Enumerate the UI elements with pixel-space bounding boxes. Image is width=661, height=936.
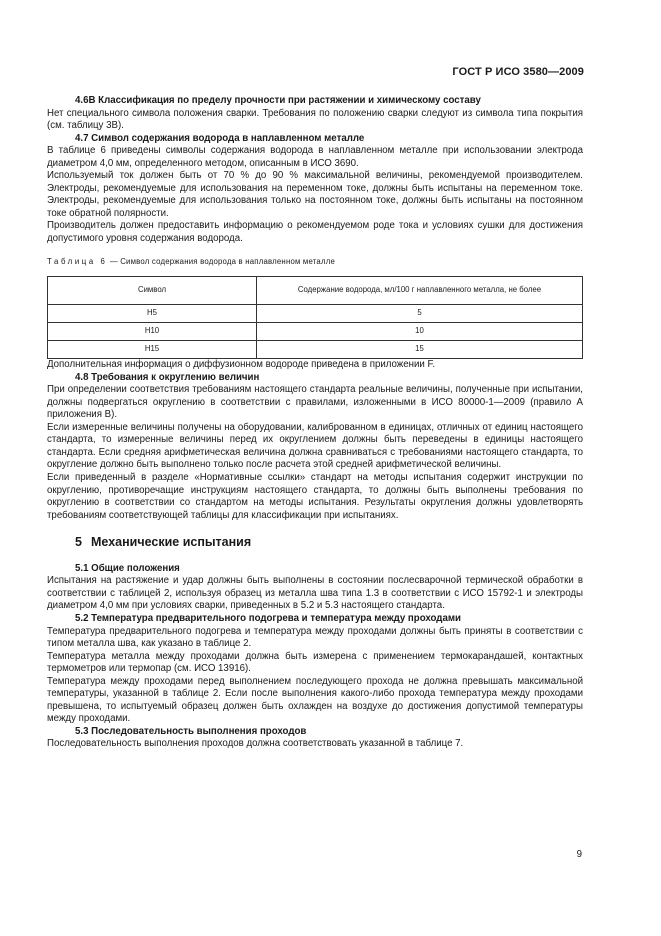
table-row [48,305,583,323]
table-header-row [48,277,583,305]
table-cell: H10 [48,323,257,341]
heading-5-2: 5.2 Температура предварительного подогрева и температура между проходами [75,612,461,624]
section-5-text: Механические испытания [91,535,252,550]
section-5-title [75,536,583,549]
page-content [47,95,583,751]
paragraph-4-8-1: При определении соответствия требованиям настоящего стандарта реальные величины, полученные при испытании, должны подвергаться округлению в соответствии с правилами, изложенными в ИСО 80000-1—2009 (правило А приложения В). [47,384,583,421]
paragraph-4-7-2: Используемый ток должен быть от 70 % до 90 % максимальной величины, рекомендуемой производителем. Электроды, рекомендуемые для использования на переменном токе, должны быть испытаны на переменном токе. Электроды, рекомендуемые для использования только на постоянном токе, должны быть испытаны на постоянном токе обратной полярности. [47,170,583,219]
table-row [48,323,583,341]
table-header-content: Содержание водорода, мл/100 г наплавленного металла, не более [257,277,583,305]
paragraph-text: Нет специального символа положения сварки. Требования по положению сварки следуют из символа типа покрытия (см. таблицу 3В). [47,107,583,132]
paragraph-4-7-3: Производитель должен предоставить информацию о рекомендуемом роде тока и условиях сушки для достижения допустимого уровня содержания водорода. [47,220,583,245]
hydrogen-table [47,276,583,359]
heading-5-1: 5.1 Общие положения [75,562,180,574]
table-cell: 10 [257,323,583,341]
paragraph-5-2-1: Температура предварительного подогрева и температура между проходами должны быть приняты в соответствии с типом металла шва, как указано в таблице 2. [47,625,583,650]
heading-4-7: 4.7 Символ содержания водорода в наплавленном металле [75,132,365,144]
paragraph-4-8-3: Если приведенный в разделе «Нормативные ссылки» стандарт на методы испытания содержит инструкции по округлению, противоречащие инструкциям настоящего стандарта, то должны быть выполнены требования по округлению в соответствии со стандартом на методы испытания. Результаты округления должны удовлетворять требованиям соответствующей таблицы для классификации при испытаниях. [47,472,583,521]
standard-header: ГОСТ Р ИСО 3580—2009 [452,66,584,78]
heading-5-3: 5.3 Последовательность выполнения проходов [75,725,307,737]
paragraph-5-2-3: Температура между проходами перед выполнением последующего прохода не должна превышать максимальной температуры, указанной в таблице 2. Если после выполнения какого-либо прохода температура между проходами превышена, то испытуемый образец должен быть охлажден на воздухе до достижения допустимой температуры между проходами. [47,675,583,725]
paragraph-diffusible-hydrogen: Дополнительная информация о диффузионном водороде приведена в приложении F. [47,359,436,371]
table-caption-text: — Символ содержания водорода в наплавленном металле [107,256,336,266]
table-header-symbol: Символ [48,277,257,305]
heading-4-6b: 4.6В Классификация по пределу прочности при растяжении и химическому составу [75,95,481,106]
paragraph-5-2-2: Температура металла между проходами должна быть измерена с применением термокарандашей, контактных термометров или термопар (см. ИСО 13916). [47,650,583,675]
table-caption-label: Таблица 6 [47,256,108,266]
table-caption [47,256,583,269]
table-cell: H5 [48,305,257,323]
table-cell: H15 [48,341,257,359]
paragraph-5-3-1: Последовательность выполнения проходов должна соответствовать указанной в таблице 7. [47,738,464,750]
paragraph-5-1-1: Испытания на растяжение и удар должны быть выполнены в состоянии послесварочной термической обработки в соответствии с таблицей 2, используя образец из металла шва типа 1.3 в соответствии с ИСО 15792-1 и электроды диаметром 4,0 мм при условиях сварки, приведенных в 5.2 и 5.3 настоящего стандарта. [47,575,583,612]
paragraph-4-8-2: Если измеренные величины получены на оборудовании, калиброванном в единицах, отличных от единиц настоящего стандарта, то измеренные величины перед их округлением должны быть переведены в единицы настоящего стандарта. Если средняя арифметическая величина должна сравниваться с требованиями настоящего стандарта, то округление должно быть выполнено только после расчета этой средней арифметической величины. [47,421,583,471]
page-number: 9 [576,849,582,860]
table-cell: 5 [257,305,583,323]
table-row [48,341,583,359]
section-5-number: 5 [75,535,82,550]
paragraph-4-6b-1 [47,108,583,133]
table-cell: 15 [257,341,583,359]
heading-4-8: 4.8 Требования к округлению величин [75,371,260,383]
paragraph-4-7-1: В таблице 6 приведены символы содержания водорода в наплавленном металле при использовании электрода диаметром 4,0 мм, определенного методом, описанным в ИСО 3690. [47,145,583,169]
